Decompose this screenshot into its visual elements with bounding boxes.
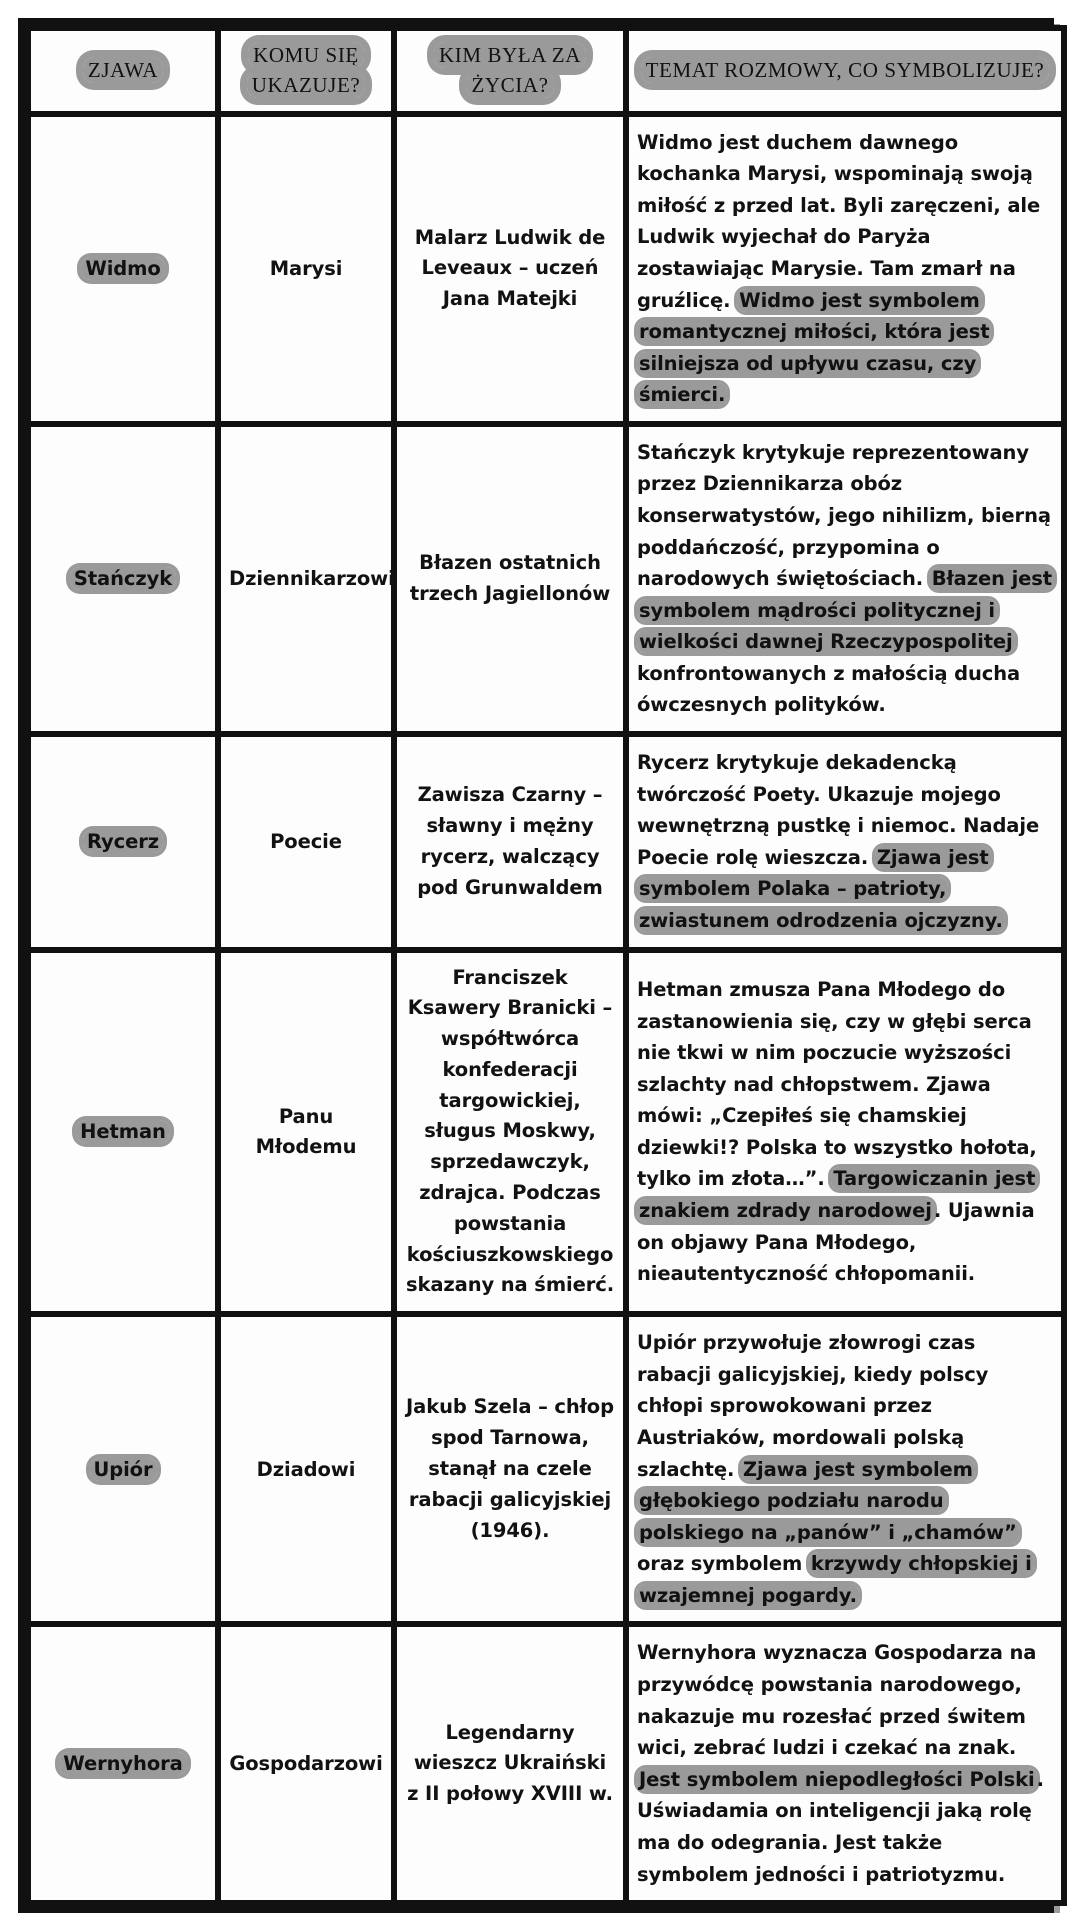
temat-highlighted-segment: Zjawa jest symbolem głębokiego podziału narodu polskiego na „panów” i „chamów” [639, 1457, 1017, 1544]
zjawa-name-highlight: Widmo [81, 257, 164, 280]
cell-kim-byla-za-zycia [394, 1314, 626, 1624]
table-row [28, 950, 1064, 1315]
cell-kim-byla-za-zycia [394, 950, 626, 1315]
komu-value: Panu Młodemu [255, 1105, 357, 1158]
cell-komu-sie-ukazuje [218, 1314, 394, 1624]
zjawa-name [81, 257, 164, 280]
cell-kim-byla-za-zycia [394, 424, 626, 734]
header-row [28, 28, 1064, 114]
temat-highlighted-segment: Zjawa jest symbolem Polaka – patrioty, zwiastunem odrodzenia ojczyzny. [639, 845, 1003, 932]
table-row [28, 424, 1064, 734]
komu-value: Gospodarzowi [229, 1751, 383, 1775]
kim-value: Malarz Ludwik de Leveaux – uczeń Jana Matejki [414, 225, 606, 311]
table-row [28, 734, 1064, 949]
cell-komu-sie-ukazuje [218, 424, 394, 734]
table-header [28, 28, 1064, 114]
column-header-komu-label: KOMU SIĘ UKAZUJE? [247, 42, 366, 98]
temat-plain-segment: . Uświadamia on inteligencji jaką rolę ma do odegrania. Jest także symbolem jedności i patriotyzmu. [637, 1767, 1044, 1886]
table-row [28, 114, 1064, 424]
cell-zjawa [28, 424, 218, 734]
kim-value: Błazen ostatnich trzech Jagiellonów [409, 551, 611, 605]
temat-value [637, 751, 1039, 932]
cell-zjawa [28, 1314, 218, 1624]
cell-komu-sie-ukazuje [218, 1624, 394, 1903]
column-header-kim [394, 28, 626, 114]
cell-temat-rozmowy [626, 114, 1064, 424]
komu-value: Dziadowi [256, 1457, 356, 1481]
zjawa-name [83, 830, 163, 853]
cell-temat-rozmowy [626, 1314, 1064, 1624]
temat-value [637, 131, 1040, 407]
cell-zjawa [28, 1624, 218, 1903]
zjawy-table-container [18, 18, 1054, 1913]
komu-value: Marysi [269, 256, 343, 280]
column-header-zjawa-label: ZJAWA [83, 57, 163, 83]
temat-value [637, 978, 1037, 1285]
temat-highlighted-segment: krzywdy chłopskiej i wzajemnej pogardy. [639, 1552, 1032, 1607]
cell-temat-rozmowy [626, 734, 1064, 949]
column-header-zjawa [28, 28, 218, 114]
column-header-temat [626, 28, 1064, 114]
zjawa-name [70, 567, 176, 590]
temat-highlighted-segment: Jest symbolem niepodległości Polski [639, 1767, 1035, 1791]
temat-plain-segment: . Ujawnia on objawy Pana Młodego, nieautentyczność chłopomanii. [637, 1199, 1035, 1286]
temat-plain-segment: Upiór przywołuje złowrogi czas rabacji galicyjskiej, kiedy polscy chłopi sprowokowani przez Austriaków, mordowali polską szlachtę. [637, 1331, 989, 1481]
zjawa-name-highlight: Stańczyk [70, 567, 176, 590]
temat-value [637, 1331, 1034, 1607]
cell-zjawa [28, 950, 218, 1315]
table-row [28, 1314, 1064, 1624]
zjawa-name [76, 1120, 170, 1143]
cell-temat-rozmowy [626, 1624, 1064, 1903]
zjawa-name-highlight: Upiór [90, 1458, 157, 1481]
zjawy-table [25, 25, 1067, 1906]
temat-value [637, 441, 1054, 717]
table-body [28, 114, 1064, 1903]
cell-komu-sie-ukazuje [218, 950, 394, 1315]
kim-value: Legendarny wieszcz Ukraiński z II połowy XVIII w. [407, 1720, 613, 1806]
column-header-kim-label: KIM BYŁA ZA ŻYCIA? [434, 42, 586, 98]
zjawa-name-highlight: Hetman [76, 1120, 170, 1143]
temat-highlighted-segment: Widmo jest symbolem romantycznej miłości, która jest silniejsza od upływu czasu, czy śmierci. [639, 288, 990, 407]
cell-kim-byla-za-zycia [394, 114, 626, 424]
cell-kim-byla-za-zycia [394, 734, 626, 949]
temat-plain-segment: Stańczyk krytykuje reprezentowany przez Dziennikarza obóz konserwatystów, jego nihilizm, bierną poddańczość, przypomina o narodowych świętościach. [637, 440, 1051, 591]
komu-value: Dziennikarzowi [229, 567, 395, 591]
temat-plain-segment: konfrontowanych z małością ducha ówczesnych polityków. [637, 661, 1021, 717]
cell-zjawa [28, 734, 218, 949]
zjawa-name-highlight: Rycerz [83, 830, 163, 853]
kim-value: Franciszek Ksawery Branicki – współtwórca konfederacji targowickiej, sługus Moskwy, sprzedawczyk, zdrajca. Podczas powstania kościuszkowskiego skazany na śmierć. [405, 965, 615, 1297]
zjawa-name [90, 1458, 157, 1481]
temat-highlighted-segment: Błazen jest symbolem mądrości politycznej i wielkości dawnej Rzeczypospolitej [639, 567, 1053, 654]
cell-komu-sie-ukazuje [218, 734, 394, 949]
kim-value: Jakub Szela – chłop spod Tarnowa, stanął na czele rabacji galicyjskiej (1946). [406, 1395, 614, 1542]
temat-plain-segment: Wernyhora wyznacza Gospodarza na przywódcę powstania narodowego, nakazuje mu rozesłać przed świtem wici, zebrać ludzi i czekać na znak. [637, 1641, 1037, 1760]
temat-plain-segment: Widmo jest duchem dawnego kochanka Marysi, wspominają swoją miłość z przed lat. Byli zaręczeni, ale Ludwik wyjechał do Paryża zostawiając Marysie. Tam zmarł na gruźlicę. [637, 130, 1041, 312]
zjawa-name [59, 1752, 186, 1775]
zjawa-name-highlight: Wernyhora [59, 1752, 186, 1775]
cell-zjawa [28, 114, 218, 424]
temat-plain-segment: Hetman zmusza Pana Młodego do zastanowienia się, czy w głębi serca nie tkwi w nim poczucie wyższości szlachty nad chłopstwem. Zjawa mówi: „Czepiłeś się chamskiej dziewki!? Polska to wszystko hołota, tylko im złota…”. [637, 977, 1037, 1191]
cell-temat-rozmowy [626, 424, 1064, 734]
cell-kim-byla-za-zycia [394, 1624, 626, 1903]
cell-temat-rozmowy [626, 950, 1064, 1315]
cell-komu-sie-ukazuje [218, 114, 394, 424]
kim-value: Zawisza Czarny – sławny i mężny rycerz, walczący pod Grunwaldem [417, 783, 603, 899]
temat-plain-segment: oraz symbolem [637, 1552, 809, 1576]
column-header-komu [218, 28, 394, 114]
komu-value: Poecie [270, 829, 342, 853]
temat-highlighted-segment: Targowiczanin jest znakiem zdrady narodowej [639, 1167, 1036, 1223]
column-header-temat-label: TEMAT ROZMOWY, CO SYMBOLIZUJE? [641, 57, 1050, 83]
table-row [28, 1624, 1064, 1903]
temat-value [637, 1641, 1044, 1885]
temat-plain-segment: Rycerz krytykuje dekadencką twórczość Poety. Ukazuje mojego wewnętrzną pustkę i niemoc. Nadaje Poecie rolę wieszcza. [637, 751, 1040, 869]
